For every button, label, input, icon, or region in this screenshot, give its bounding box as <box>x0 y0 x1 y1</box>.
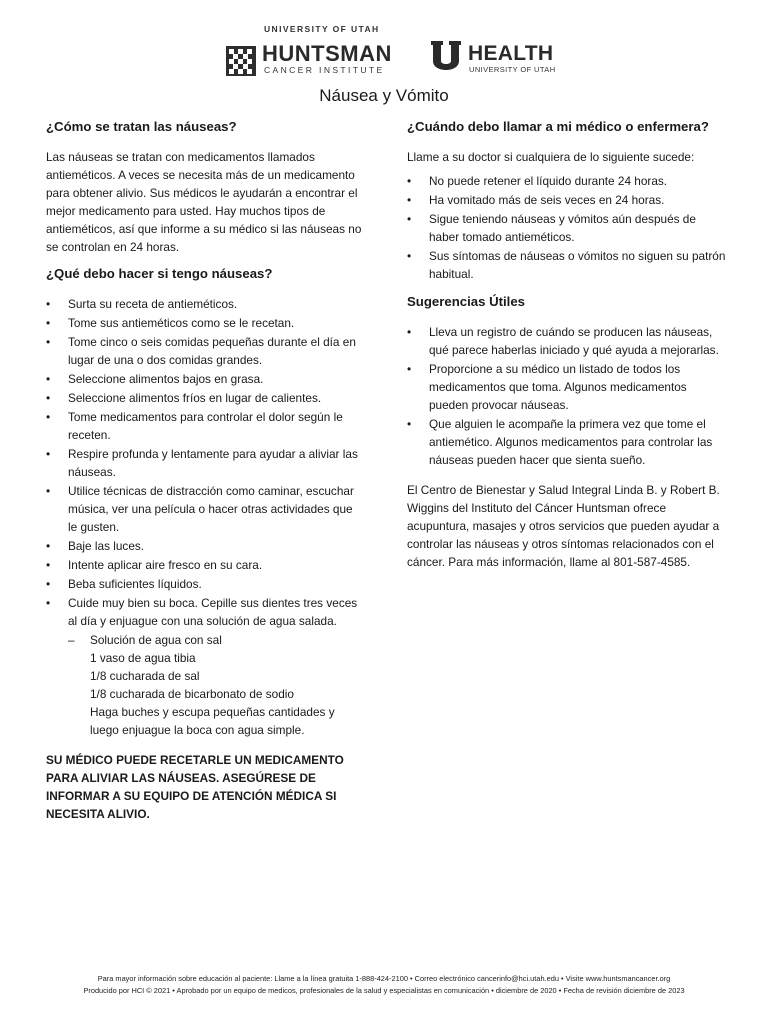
list-item: • Beba suficientes líquidos. <box>46 575 364 593</box>
list-item: • Tome cinco o seis comidas pequeñas durante el día en lugar de una o dos comidas grandes. <box>46 333 364 369</box>
when-to-call-intro: Llame a su doctor si cualquiera de lo siguiente sucede: <box>407 150 695 164</box>
huntsman-logo <box>226 24 396 76</box>
list-item: • Tome sus antieméticos como se le recetan. <box>46 314 364 332</box>
list-item: • Lleva un registro de cuándo se producen las náuseas, qué parece haberlas iniciado y qué ayuda a mejorarlas. <box>407 323 727 359</box>
footer-contact-line: Para mayor información sobre educación al paciente: Llame a la línea gratuita 1-888-424-2100 • Correo electrónico cancerinfo@hci.utah.edu • Visite www.huntsmancancer.org <box>97 974 671 983</box>
list-item: • Proporcione a su médico un listado de todos los medicamentos que toma. Algunos medicamentos pueden provocar náuseas. <box>407 360 727 414</box>
page-title: Náusea y Vómito <box>319 86 449 105</box>
list-item: • Cuide muy bien su boca. Cepille sus dientes tres veces al día y enjuague con una solución de agua salada. <box>46 594 364 630</box>
recipe-line: 1/8 cucharada de sal <box>90 669 200 683</box>
list-item: • Sigue teniendo náuseas y vómitos aún después de haber tomado antieméticos. <box>407 210 727 246</box>
salt-water-recipe <box>46 649 364 739</box>
u-health-logo <box>430 40 560 76</box>
u-block-icon <box>430 40 462 74</box>
tips-list <box>407 323 727 469</box>
health-name: HEALTH <box>468 42 554 65</box>
wellness-center-paragraph: El Centro de Bienestar y Salud Integral Linda B. y Robert B. Wiggins del Instituto del Cáncer Huntsman ofrece acupuntura, masajes y otros servicios que pueden ayudar a controlar las náuseas y otros síntomas relacionados con el cáncer. Para más información, llame al 801-587-4585. <box>407 483 720 569</box>
salt-water-solution-item: – Solución de agua con sal <box>46 631 364 649</box>
list-item: • Que alguien le acompañe la primera vez que tome el antiemético. Algunos medicamentos para controlar las náuseas pueden hacer que sienta sueño. <box>407 415 727 469</box>
list-item: • Ha vomitado más de seis veces en 24 horas. <box>407 191 727 209</box>
treatment-paragraph: Las náuseas se tratan con medicamentos llamados antieméticos. A veces se necesita más de un medicamento para obtener alivio. Sus médicos le ayudarán a encontrar el mejor medicamento para usted. Hay muchos tipos de antieméticos, así que informe a su médico si las náuseas no se controlan en 24 horas. <box>46 150 362 254</box>
list-item: • Intente aplicar aire fresco en su cara. <box>46 556 364 574</box>
recipe-line: Haga buches y escupa pequeñas cantidades y luego enjuague la boca con agua simple. <box>90 705 335 737</box>
page-header <box>0 0 768 80</box>
list-item: • Utilice técnicas de distracción como caminar, escuchar música, ver una película o hacer otras actividades que le gusten. <box>46 482 364 536</box>
list-item: • Seleccione alimentos bajos en grasa. <box>46 370 364 388</box>
footer-production-line: Producido por HCI © 2021 • Aprobado por un equipo de medicos, profesionales de la salud y especialistas en comunicación • diciembre de 2020 • Fecha de revisión diciembre de 2023 <box>83 986 685 995</box>
list-item: • Surta su receta de antieméticos. <box>46 295 364 313</box>
when-to-call-list <box>407 172 727 283</box>
list-item: • Respire profunda y lentamente para ayudar a aliviar las náuseas. <box>46 445 364 481</box>
recipe-line: 1/8 cucharada de bicarbonato de sodio <box>90 687 294 701</box>
section-heading-what-to-do: ¿Qué debo hacer si tengo náuseas? <box>46 266 273 281</box>
list-item: • Seleccione alimentos fríos en lugar de calientes. <box>46 389 364 407</box>
huntsman-subtitle: CANCER INSTITUTE <box>264 65 385 75</box>
what-to-do-list <box>46 295 364 630</box>
list-item: • No puede retener el líquido durante 24 horas. <box>407 172 727 190</box>
recipe-line: 1 vaso de agua tibia <box>90 651 196 665</box>
list-item: • Tome medicamentos para controlar el dolor según le receten. <box>46 408 364 444</box>
section-heading-treatment: ¿Cómo se tratan las náuseas? <box>46 119 237 134</box>
right-column <box>407 118 727 571</box>
huntsman-mark-icon <box>226 46 256 76</box>
list-item: • Baje las luces. <box>46 537 364 555</box>
health-subtitle: UNIVERSITY OF UTAH <box>469 65 556 74</box>
section-heading-tips: Sugerencias Útiles <box>407 294 526 309</box>
huntsman-name: HUNTSMAN <box>262 41 392 66</box>
list-item: • Sus síntomas de náuseas o vómitos no siguen su patrón habitual. <box>407 247 727 283</box>
huntsman-university-text: UNIVERSITY OF UTAH <box>264 24 380 34</box>
left-column <box>46 118 364 823</box>
doctor-notice: SU MÉDICO PUEDE RECETARLE UN MEDICAMENTO PARA ALIVIAR LAS NÁUSEAS. ASEGÚRESE DE INFORMAR A SU EQUIPO DE ATENCIÓN MÉDICA SI NECESITA ALIVIO. <box>46 753 344 821</box>
section-heading-when-to-call: ¿Cuándo debo llamar a mi médico o enfermera? <box>407 119 709 134</box>
